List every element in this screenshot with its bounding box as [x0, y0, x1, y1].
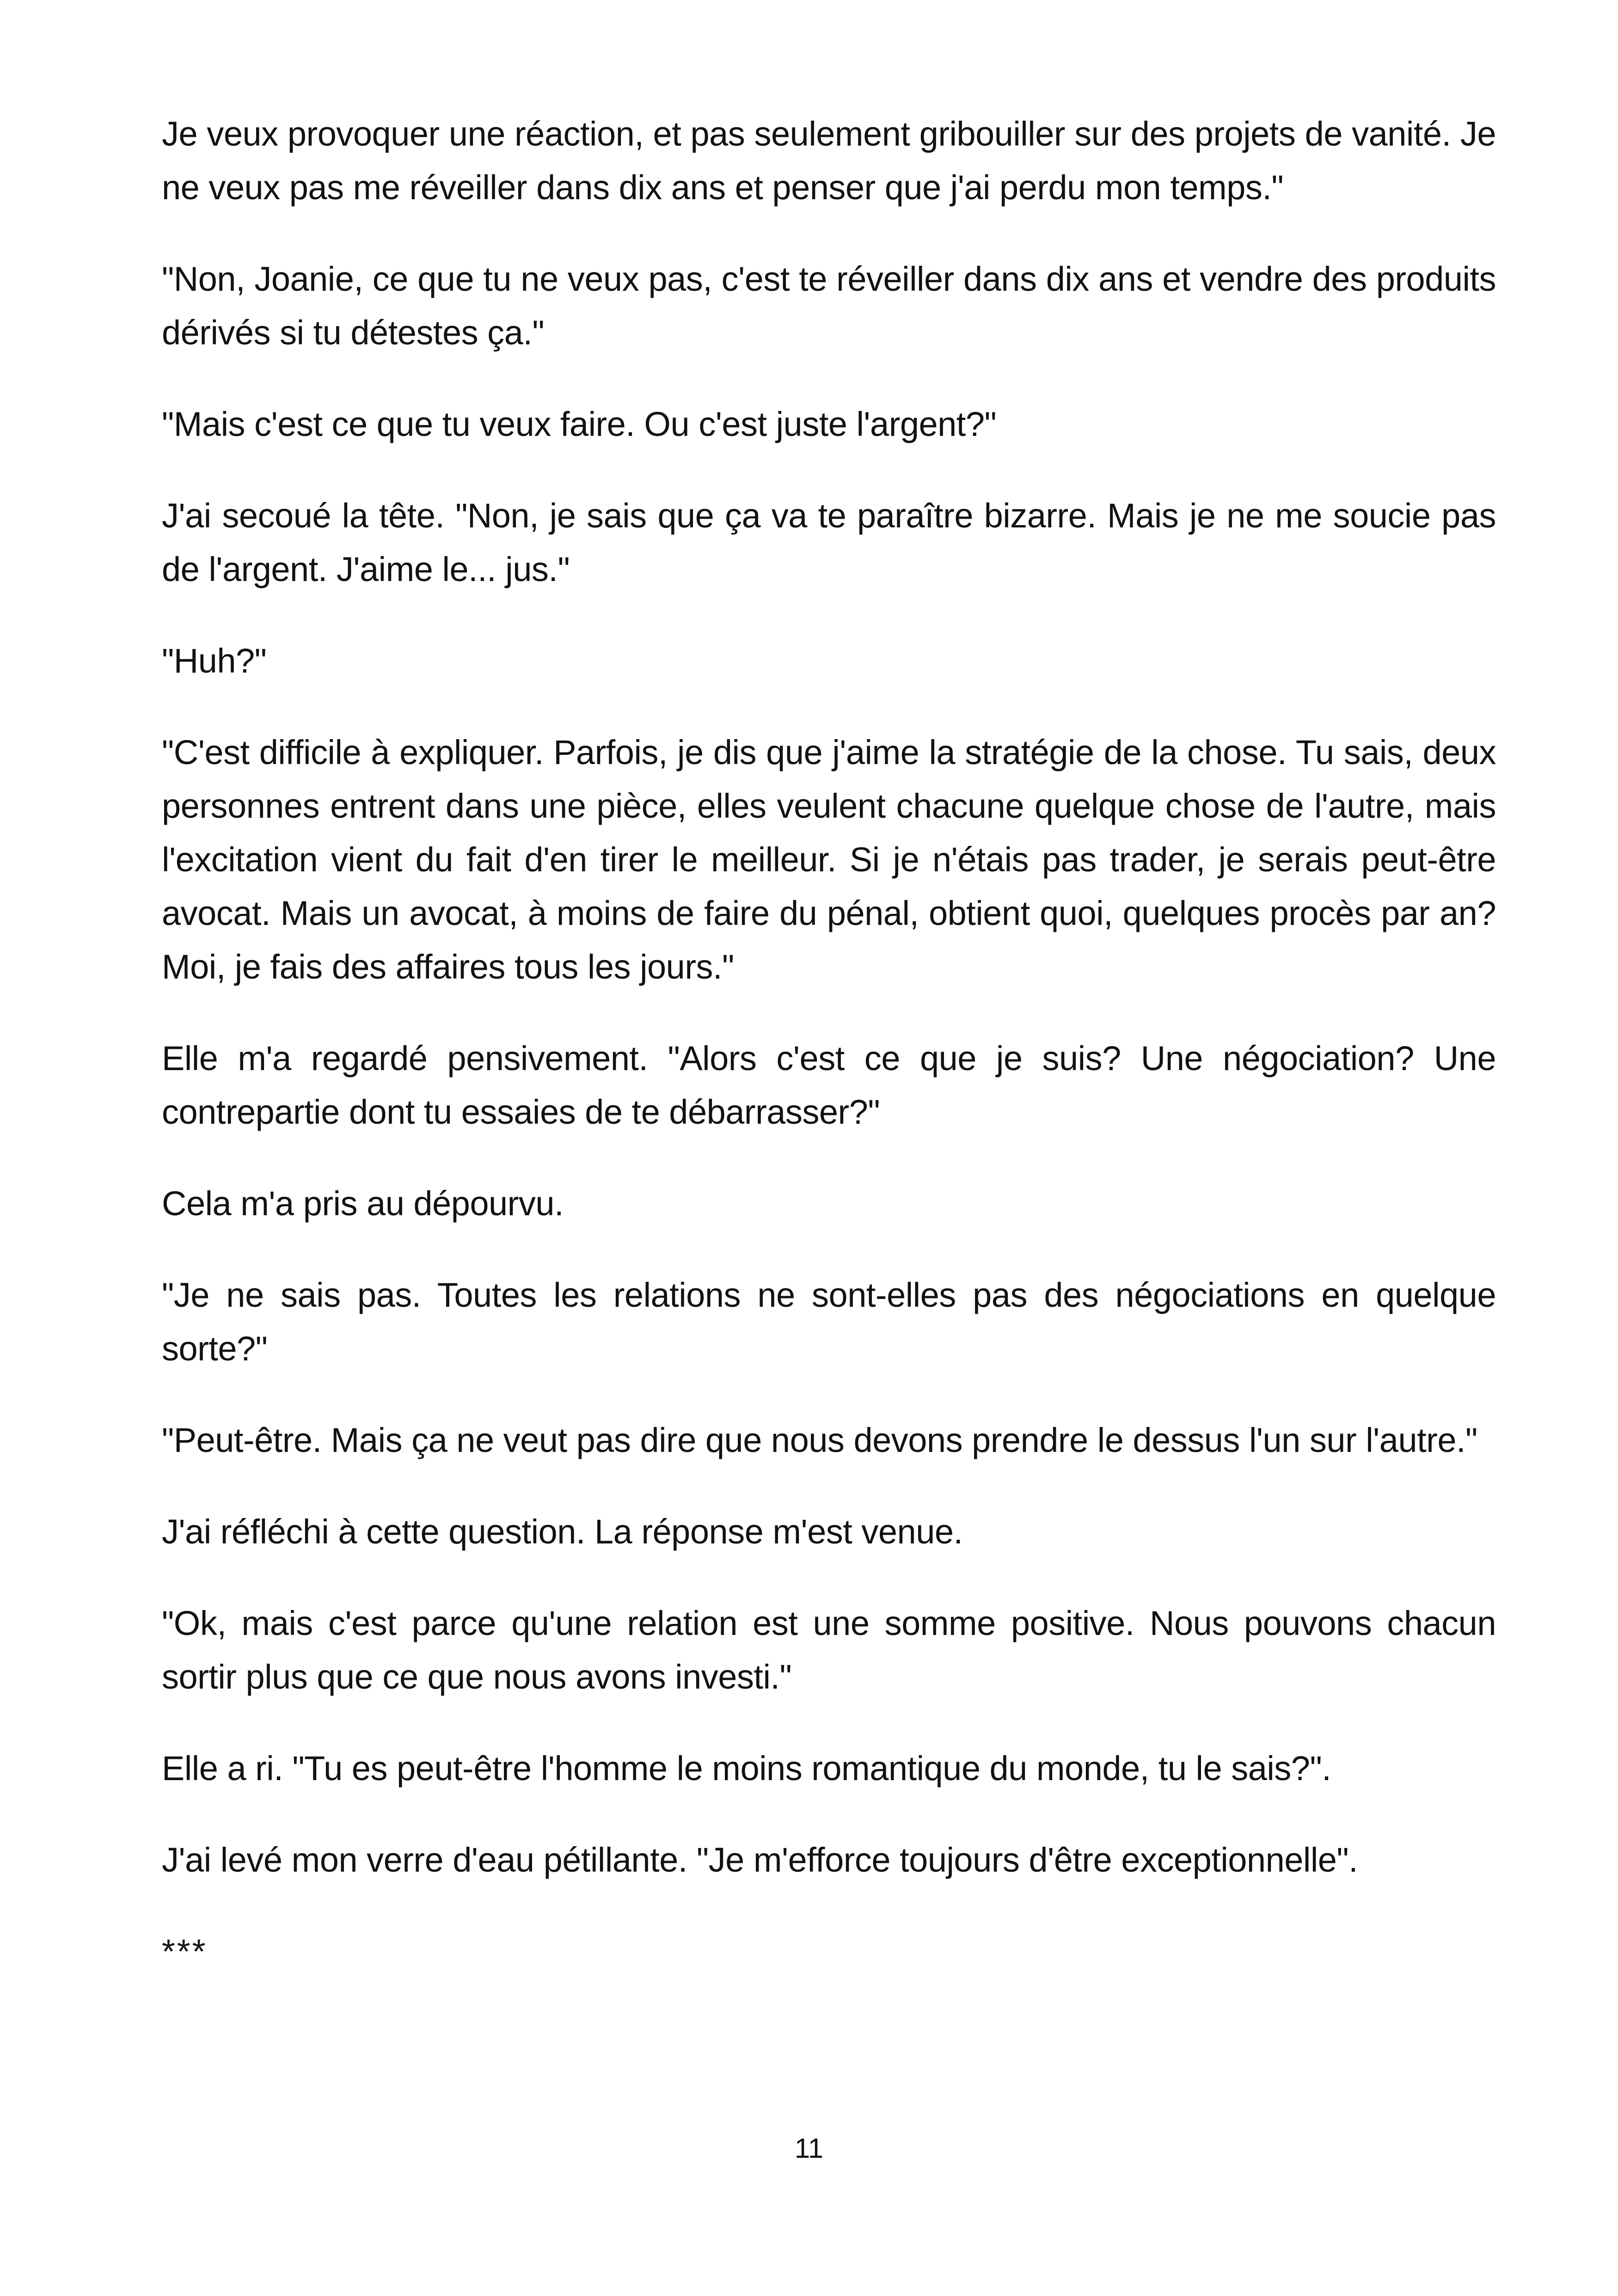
paragraph-7: Elle m'a regardé pensivement. "Alors c'est ce que je suis? Une négociation? Une contrepartie dont tu essaies de te débarrasser?"	[162, 1039, 1496, 1131]
body-text	[162, 107, 1496, 1978]
paragraph-13: Elle a ri. "Tu es peut-être l'homme le moins romantique du monde, tu le sais?".	[162, 1749, 1331, 1788]
paragraph-11: J'ai réfléchi à cette question. La réponse m'est venue.	[162, 1512, 963, 1551]
scene-separator: ***	[162, 1932, 208, 1971]
paragraph-6: "C'est difficile à expliquer. Parfois, je dis que j'aime la stratégie de la chose. Tu sais, deux personnes entrent dans une pièce, elles veulent chacune quelque chose de l'autre, mais l'excitation vient du fait d'en tirer le meilleur. Si je n'étais pas trader, je serais peut-être avocat. Mais un avocat, à moins de faire du pénal, obtient quoi, quelques procès par an? Moi, je fais des affaires tous les jours."	[162, 733, 1496, 986]
paragraph-8: Cela m'a pris au dépourvu.	[162, 1184, 564, 1223]
paragraph-4: J'ai secoué la tête. "Non, je sais que ça va te paraître bizarre. Mais je ne me soucie pas de l'argent. J'aime le... jus."	[162, 496, 1496, 588]
paragraph-5: "Huh?"	[162, 642, 267, 680]
paragraph-12: "Ok, mais c'est parce qu'une relation est une somme positive. Nous pouvons chacun sortir plus que ce que nous avons investi."	[162, 1604, 1496, 1696]
paragraph-10: "Peut-être. Mais ça ne veut pas dire que nous devons prendre le dessus l'un sur l'autre."	[162, 1421, 1477, 1459]
page-number: 11	[794, 2133, 824, 2164]
paragraph-3: "Mais c'est ce que tu veux faire. Ou c'est juste l'argent?"	[162, 405, 997, 443]
paragraph-14: J'ai levé mon verre d'eau pétillante. "Je m'efforce toujours d'être exceptionnelle".	[162, 1841, 1358, 1879]
paragraph-1: Je veux provoquer une réaction, et pas seulement gribouiller sur des projets de vanité. Je ne veux pas me réveiller dans dix ans et penser que j'ai perdu mon temps."	[162, 115, 1496, 207]
paragraph-9: "Je ne sais pas. Toutes les relations ne sont-elles pas des négociations en quelque sorte?"	[162, 1276, 1496, 1368]
paragraph-2: "Non, Joanie, ce que tu ne veux pas, c'est te réveiller dans dix ans et vendre des produits dérivés si tu détestes ça."	[162, 260, 1496, 352]
